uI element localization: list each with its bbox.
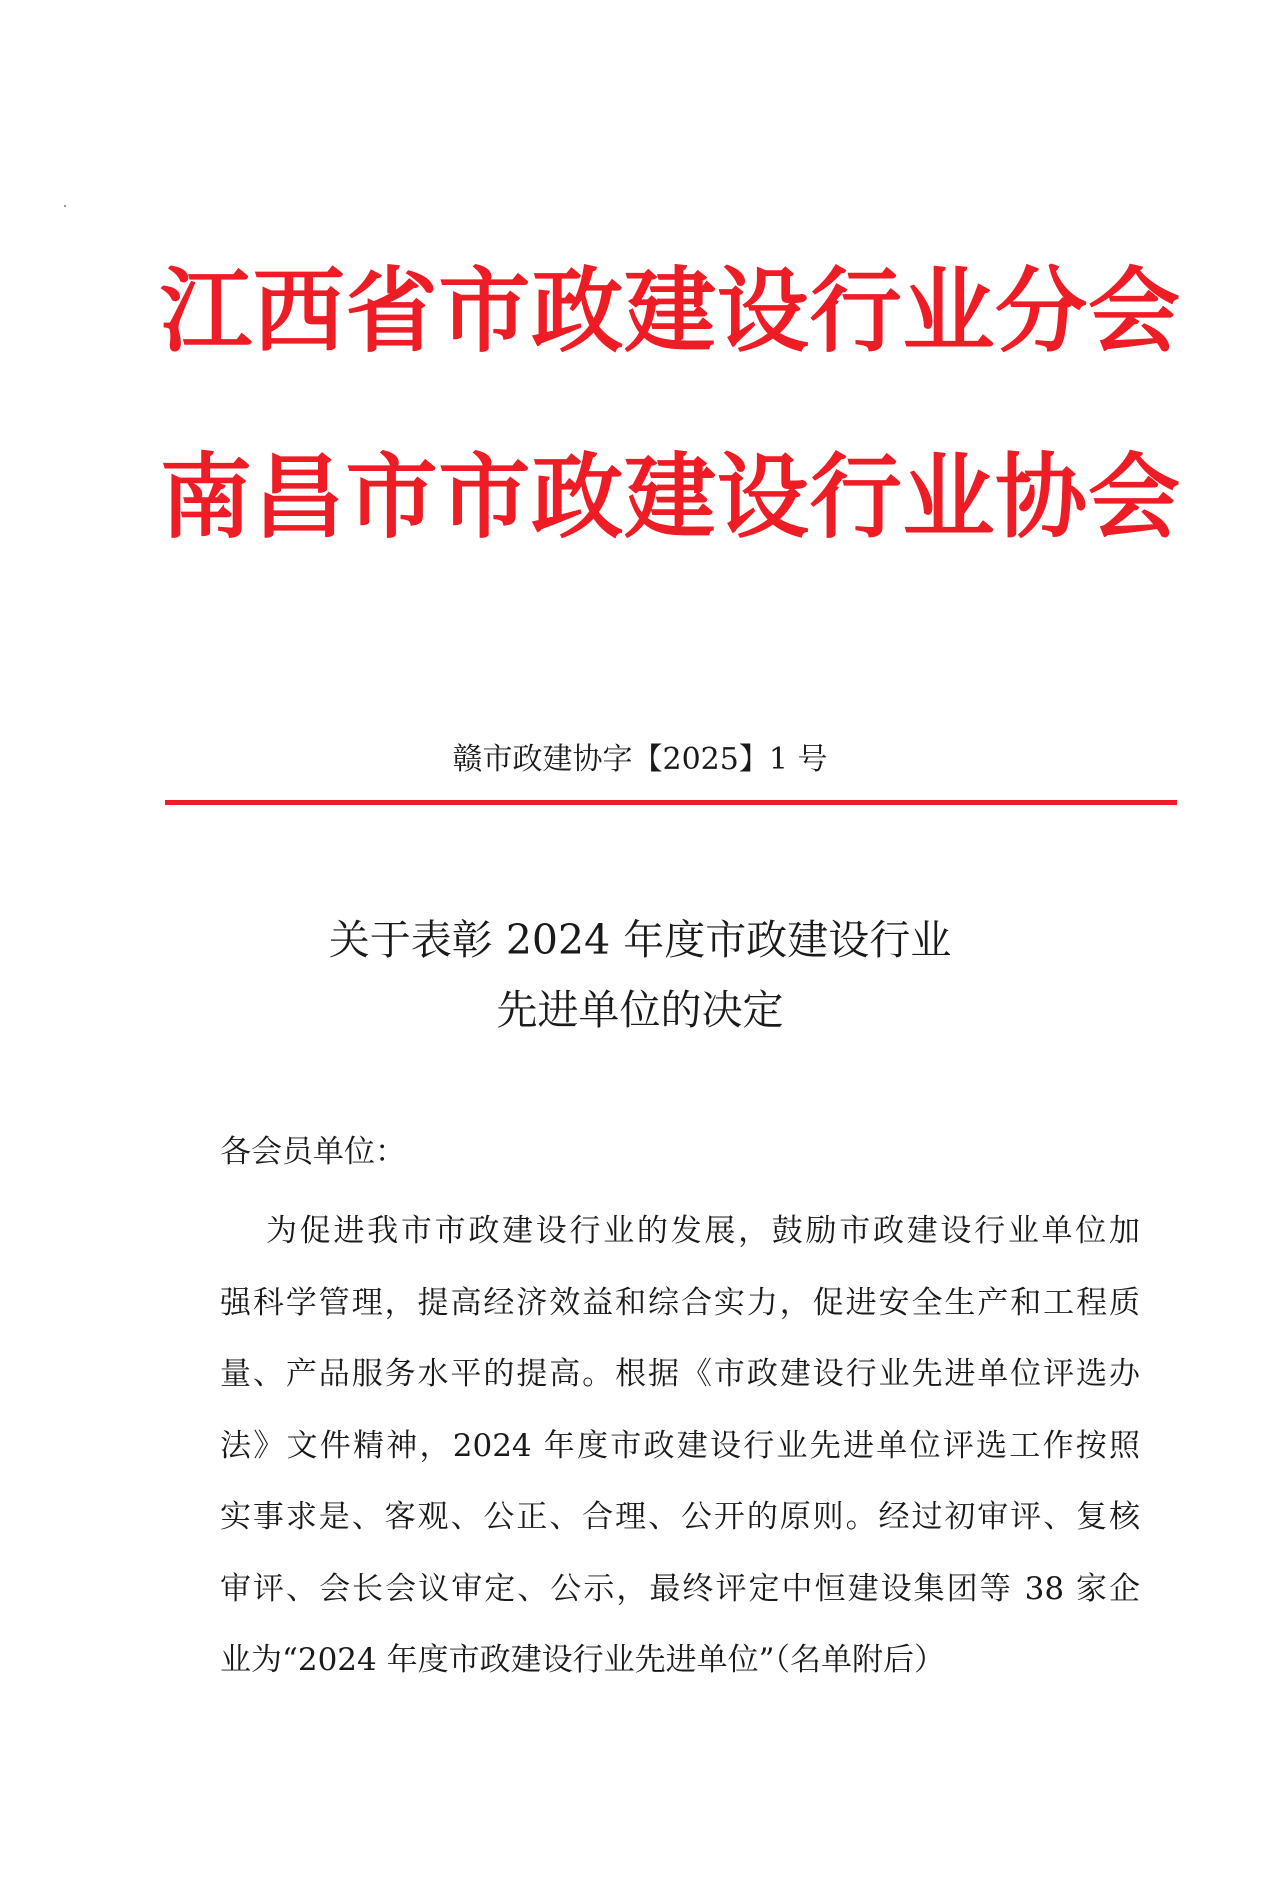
scan-speck bbox=[64, 205, 66, 207]
body-line-5: 实事求是、客观、公正、合理、公开的原则。经过初审评、复核 bbox=[220, 1499, 1140, 1535]
red-divider-line bbox=[165, 800, 1177, 805]
document-title-line-2: 先进单位的决定 bbox=[496, 986, 784, 1034]
body-line-6: 审评、会长会议审定、公示，最终评定中恒建设集团等 38 家企 bbox=[220, 1570, 1140, 1607]
body-line-7: 业为“2024 年度市政建设行业先进单位”（名单附后） bbox=[220, 1642, 945, 1678]
body-line-3: 量、产品服务水平的提高。根据《市政建设行业先进单位评选办 bbox=[220, 1356, 1140, 1392]
document-title-line-1: 关于表彰 2024 年度市政建设行业 bbox=[328, 916, 952, 964]
body-line-2: 强科学管理，提高经济效益和综合实力，促进安全生产和工程质 bbox=[220, 1284, 1140, 1321]
org-name-line-2: 南昌市市政建设行业协会 bbox=[160, 444, 1180, 551]
salutation: 各会员单位： bbox=[220, 1134, 406, 1170]
body-line-4: 法》文件精神，2024 年度市政建设行业先进单位评选工作按照 bbox=[220, 1427, 1140, 1464]
body-paragraph bbox=[220, 1196, 1140, 1697]
org-name-line-1: 江西省市政建设行业分会 bbox=[160, 258, 1180, 365]
document-number: 赣市政建协字【2025】1 号 bbox=[452, 742, 828, 777]
body-line-1: 为促进我市市政建设行业的发展，鼓励市政建设行业单位加 bbox=[266, 1213, 1140, 1249]
